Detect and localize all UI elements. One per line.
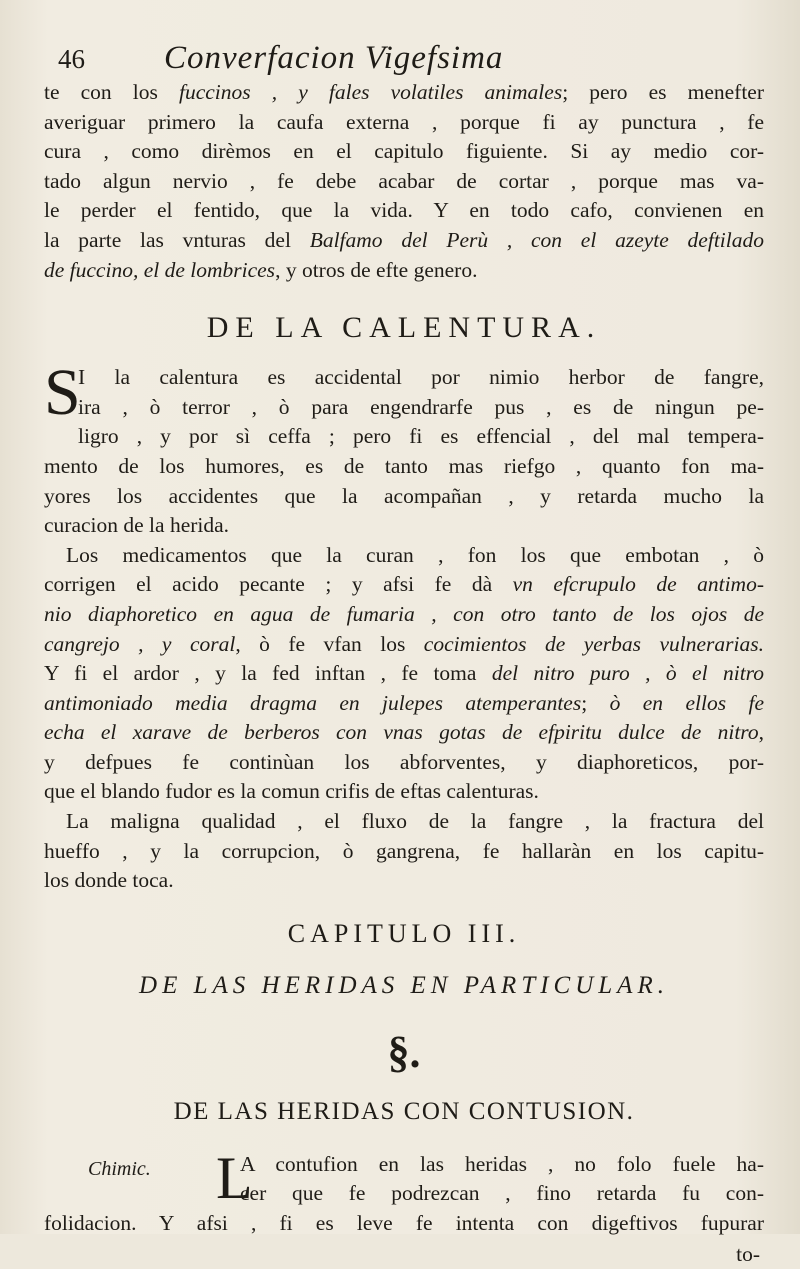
italic-text: fuccinos , y fales volatiles animales [178, 80, 563, 104]
roman-text: le perder el fentido, que la vida. Y en todo cafo, convienen en [44, 198, 764, 223]
italic-text: ò en ellos fe [609, 690, 764, 715]
italic-text: del nitro puro , ò el nitro [491, 661, 764, 686]
running-head: Converfacion Vigefsima [164, 40, 504, 76]
text-line [44, 748, 764, 778]
roman-text: La maligna qualidad , el fluxo de la fangre , la fractura del [66, 809, 764, 834]
roman-text: te con los [44, 80, 179, 104]
italic-text: echa el xarave de berberos con vnas gotas de efpiritu dulce de nitro [44, 720, 759, 745]
italic-text: Balfamo del Perù , con el azeyte deftilado [309, 227, 764, 252]
roman-text: cura , como dirèmos en el capitulo figuiente. Si ay medio cor- [44, 139, 764, 164]
italic-text: cangrejo , y coral [44, 631, 236, 656]
page-header [44, 40, 764, 76]
roman-text: la parte las vnturas del [44, 227, 310, 252]
contusion-line-2: cer que fe podrezcan , fino retarda fu con- [240, 1181, 764, 1206]
text-line [44, 482, 764, 512]
text-line [44, 777, 764, 807]
text-line [44, 78, 764, 108]
roman-text: , [758, 720, 764, 745]
italic-text: cocimientos de yerbas vulnerarias. [423, 631, 764, 656]
roman-text: curacion de la herida. [44, 513, 230, 538]
roman-text: ligro , y por sì ceffa ; pero fi es effencial , del mal tempera- [78, 424, 764, 449]
heading-capitulo: CAPITULO III. [287, 918, 521, 948]
text-line [44, 659, 764, 689]
text-line [44, 226, 764, 256]
text-line [44, 196, 764, 226]
intro-paragraph [44, 78, 764, 285]
roman-text: I la calentura es accidental por nimio herbor de fangre, [78, 365, 764, 390]
italic-text: de fuccino, el de lombrices [44, 257, 276, 282]
text-line [44, 167, 764, 197]
drop-cap-s: S [44, 356, 81, 430]
roman-text: mento de los humores, es de tanto mas riefgo , quanto fon ma- [44, 453, 764, 478]
drop-cap-l: L [216, 1144, 253, 1211]
roman-text: y defpues fe continùan los abforventes, y diaphoreticos, por- [44, 749, 764, 774]
text-line [44, 600, 764, 630]
roman-text: ira , ò terror , ò para engendrarfe pus , es de ningun pe- [78, 394, 764, 419]
roman-text: corrigen el acido pecante ; y afsi fe dà [44, 572, 513, 597]
roman-text: averiguar primero la caufa externa , porque fi ay punctura , fe [44, 109, 764, 134]
roman-text: , ò fe vfan los [235, 631, 424, 656]
margin-note: Chimic. [88, 1157, 151, 1180]
text-line [44, 363, 764, 393]
calentura-paragraph-3 [44, 807, 764, 896]
text-line [44, 452, 764, 482]
heading-contusion: DE LAS HERIDAS CON CONTUSION. [173, 1097, 635, 1125]
catchword: to- [736, 1241, 760, 1266]
italic-text: nio diaphoretico en agua de fumaria , con otro tanto de los ojos de [44, 601, 764, 626]
contusion-line-1: A contufion en las heridas , no folo fuele ha- [240, 1151, 764, 1176]
text-line [44, 511, 764, 541]
text-line [44, 866, 764, 896]
text-line [44, 137, 764, 167]
heading-heridas-particular: DE LAS HERIDAS EN PARTICULAR. [139, 971, 669, 999]
text-line [44, 807, 764, 837]
roman-text: Y fi el ardor , y la fed inftan , fe toma [44, 661, 492, 686]
text-line [44, 718, 764, 748]
roman-text: los donde toca. [44, 868, 174, 893]
roman-text: tado algun nervio , fe debe acabar de cortar , porque mas va- [44, 168, 764, 193]
roman-text: ; [581, 690, 610, 715]
text-line [44, 541, 764, 571]
text-line [44, 422, 764, 452]
calentura-paragraph-1-text [44, 356, 764, 541]
italic-text: antimoniado media dragma en julepes atemperantes [44, 690, 582, 715]
page-number: 46 [58, 44, 85, 74]
heading-calentura: DE LA CALENTURA. [206, 311, 602, 345]
text-line [44, 570, 764, 600]
roman-text: , y otros de efte genero. [275, 257, 478, 282]
section-sign: §. [387, 1027, 421, 1077]
text-line [44, 630, 764, 660]
contusion-paragraph [44, 1144, 764, 1239]
text-line [44, 256, 764, 286]
text-line [44, 689, 764, 719]
roman-text: Los medicamentos que la curan , fon los que embotan , ò [66, 542, 764, 567]
contusion-line-3: folidacion. Y afsi , fi es leve fe intenta con digeftivos fupurar [44, 1211, 764, 1236]
calentura-paragraph-2 [44, 541, 764, 807]
roman-text: que el blando fudor es la comun crifis de eftas calenturas. [44, 779, 539, 804]
text-line [44, 108, 764, 138]
roman-text: hueffo , y la corrupcion, ò gangrena, fe hallaràn en los capitu- [44, 838, 764, 863]
roman-text: yores los accidentes que la acompañan , y retarda mucho la [44, 483, 764, 508]
text-line [44, 837, 764, 867]
text-line [44, 393, 764, 423]
calentura-paragraph-1 [44, 356, 764, 541]
italic-text: vn efcrupulo de antimo- [512, 572, 764, 597]
roman-text: ; pero es menefter [562, 80, 764, 104]
